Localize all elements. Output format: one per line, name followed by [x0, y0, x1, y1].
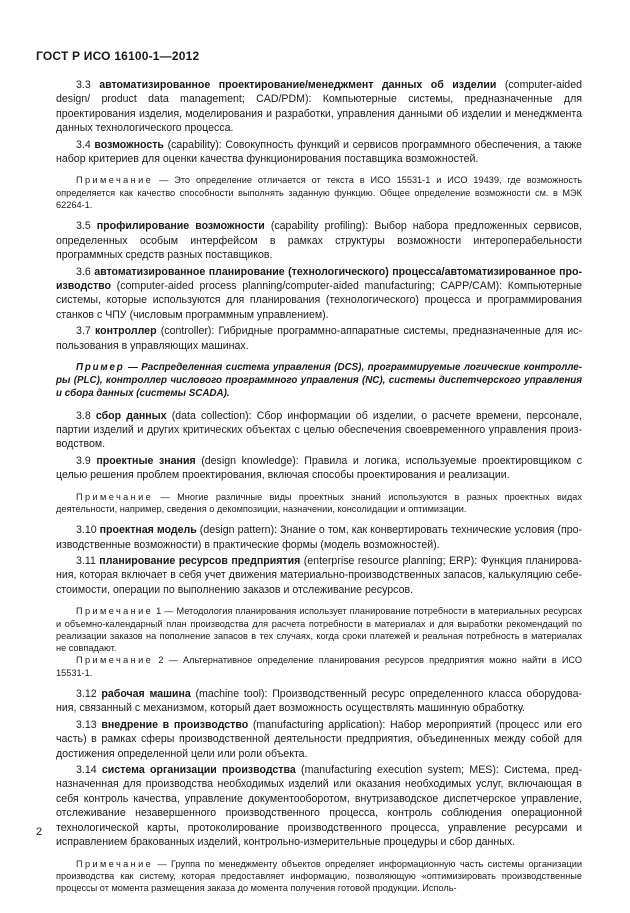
definition-3-13: [56, 718, 582, 761]
definition-3-5: [56, 219, 582, 262]
clause-number: 3.9: [76, 454, 97, 467]
definition-3-9: [56, 454, 582, 483]
clause-number: 3.7: [76, 325, 95, 338]
term: контроллер: [94, 325, 157, 338]
definition-text: (data collection): Сбор информации об изделии, о расчете времени, персонале, партии изделий и других критических объектах с целью обеспечения своевременного управления производством.: [56, 409, 583, 451]
note-label: Примечание: [76, 858, 154, 869]
note-label: Примечание: [76, 175, 154, 186]
definition-text: (capability profiling): Выбор набора предложенных сервисов, определенных особым интерфейсом в рамках структуры возможности интероперабельности программных средств разных поставщиков.: [56, 220, 583, 262]
term: внедрение в производство: [101, 718, 249, 731]
term: автоматизированное проектирование/менеджмент данных об изделии: [99, 79, 497, 91]
clause-number: 3.11: [76, 555, 100, 568]
clause-number: 3.10: [76, 524, 100, 537]
note-text: — Это определение отличается от текста в ИСО 15531-1 и ИСО 19439, где возможность определяется как качество способности выполнять заданную функцию. Общее определение возможности см. в МЭК 62264-1.: [56, 175, 582, 211]
definition-text: (capability): Совокупность функций и сервисов программного обеспечения, а также набор критериев для оценки качества функционирования поставщика возможностей.: [56, 138, 582, 166]
document-header: ГОСТ Р ИСО 16100-1—2012: [36, 49, 200, 63]
document-body: [56, 78, 582, 894]
definition-3-14: [56, 763, 582, 849]
example-3-7: [56, 361, 582, 401]
clause-number: 3.5: [76, 220, 97, 233]
clause-number: 3.8: [76, 409, 96, 422]
definition-3-3: [56, 78, 582, 136]
note-3-14: [56, 858, 582, 895]
clause-number: 3.6: [76, 265, 95, 278]
term: проектная модель: [99, 524, 197, 537]
term: возможность: [94, 138, 164, 151]
note-3-4: [56, 174, 582, 211]
definition-text: (manufacturing execution system; MES): Система, предназначенная для производства необходимых изделий или оказания необходимых услуг, включающая в себя контроль качества, управление документооборотом, внутризаводское диспетчерское управление, отслеживание незавершенного производственного процесса, контроль соблюдения операционной технологической карты, протоколирование производственного процесса, управление ресурсами и исправлением бракованных изделий, контрольно-измерительные процедуры и сбор данных.: [56, 764, 582, 849]
clause-number: 3.12: [76, 688, 102, 701]
note-text: — Многие различные виды проектных знаний используются в разных проектных видах деятельности, например, сведения о декомпозиции, назначении, консолидации и оптимизации.: [56, 491, 582, 514]
term: проектные знания: [96, 454, 196, 467]
definition-3-7: [56, 324, 582, 353]
note-3-9: [56, 491, 582, 516]
note-label: Примечание: [76, 655, 154, 666]
definition-3-12: [56, 687, 582, 716]
term: профилирование возможности: [96, 220, 265, 233]
definition-text: (computer-aided design/ product data management; CAD/PDM): Компьютерные системы, предназначенные для проектирования изделия, моделирования и разработки, управления данными об изделии и менеджмента данных технологического процесса.: [56, 79, 582, 135]
definition-3-11: [56, 554, 582, 597]
clause-number: 3.14: [76, 764, 102, 777]
clause-number: 3.13: [76, 718, 102, 731]
definition-3-4: [56, 138, 582, 167]
definition-text: (manufacturing application): Набор мероприятий (процесс или его часть) в рамках сферы производственной деятельности предприятия, объединенных между собой для достижения определенной цели или роли объекта.: [56, 718, 583, 760]
note-text: 2 — Альтернативное определение планирования ресурсов предприятия можно найти в ИСО 15531-1.: [56, 655, 582, 678]
definition-text: (design knowledge): Правила и логика, используемые проектировщиком с целью решения проблем проектирования, включая способы проектирования и реализации.: [56, 454, 583, 482]
clause-number: 3.3: [76, 79, 100, 91]
note-label: Примечание: [76, 491, 154, 502]
term: рабочая машина: [101, 688, 191, 701]
definition-3-8: [56, 409, 582, 452]
clause-number: 3.4: [76, 138, 95, 151]
definition-3-10: [56, 523, 582, 552]
note-text: — Группа по менеджменту объектов определяет информационную часть системы организации производства как систему, которая предоставляет информацию, позволяющую «оптимизировать производственные процессы от момента размещения заказа до момента получения готовой продукции. Исполь-: [56, 858, 582, 894]
term: планирование ресурсов предприятия: [99, 555, 301, 568]
example-label: Пример: [76, 361, 125, 373]
definition-3-6: [56, 265, 582, 323]
term: система организации производства: [101, 764, 296, 777]
term: автоматизированное планирование (технологического) процесса/автоматизированное производство: [56, 265, 582, 292]
example-text: — Распределенная система управления (DCS), программируемые логические контроллеры (PLC), контроллер числового программного управления (NC), системы диспетчерского управления и сбора данных (системы SCADA).: [56, 361, 582, 400]
definition-text: (controller): Гибридные программно-аппаратные системы, предназначенные для использования в управляющих машинах.: [56, 325, 583, 352]
page-number: 2: [36, 826, 43, 838]
definition-text: (design pattern): Знание о том, как конвертировать технические условия (производственные возможности) в практические формы (модель возможностей).: [56, 524, 583, 551]
definition-text: (machine tool): Производственный ресурс определенного класса оборудования, связанный с механизмом, который дает возможность осуществлять машинную обработку.: [56, 688, 583, 715]
term: сбор данных: [95, 409, 167, 422]
note-3-11-1: [56, 605, 582, 654]
definition-text: (enterprise resource planning; ERP): Функция планирования, которая включает в себя учет движения материально-производственных запасов, калькуляцию себестоимости, операции по выполнению заказов и отслеживание ресурсов.: [56, 555, 582, 596]
note-3-11-2: [56, 654, 582, 679]
note-label: Примечание: [76, 606, 154, 617]
definition-text: (computer-aided process planning/computer-aided manufacturing; CAPP/CAM): Компьютерные системы, которые используются для планирования (технологического) процесса и программирования станков с ЧПУ (числовым программным управлением).: [56, 279, 582, 321]
note-text: 1 — Методология планирования использует планирование потребности в материальных ресурсах и объемно-календарный план производства для расчета потребности в материалах и для выработки рекомендаций по реализации заказов на пополнение запасов в тех случаях, когда сроки платежей и реальная потребность в материалах не совпадают.: [56, 606, 582, 654]
